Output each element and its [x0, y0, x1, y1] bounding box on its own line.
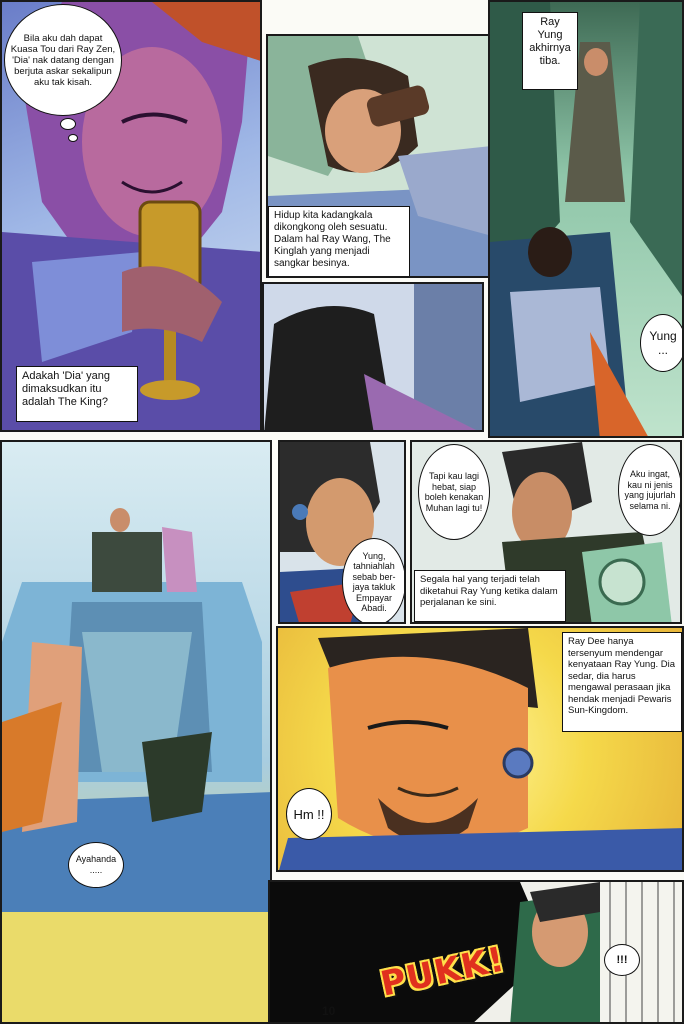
panel-3	[262, 282, 484, 432]
thought-text: Bila aku dah dapat Kuasa Tou dari Ray Zen, 'Dia' nak datang dengan berjuta askar sekalipun aku tak kisah.	[10, 32, 116, 88]
speech-tapi-kau: Tapi kau lagi hebat, siap boleh kenakan Muhan lagi tu!	[418, 444, 490, 540]
caption-p1: Adakah 'Dia' yang dimaksudkan itu adalah The King?	[16, 366, 138, 422]
panel-2	[266, 34, 490, 278]
page-number: 10	[322, 1004, 336, 1018]
caption-p8: Ray Dee hanya tersenyum mendengar kenyataan Ray Yung. Dia sedar, dia harus mengawal perasaan jika hendak menjadi Pewaris Sun-Kingdom.	[562, 632, 682, 732]
thought-dot-2	[68, 134, 78, 142]
palace-scene	[2, 442, 272, 1024]
speech-aku-ingat: Aku ingat, kau ni jenis yang jujurlah selama ni.	[618, 444, 682, 536]
panel-7	[410, 440, 682, 624]
caption-p2: Hidup kita kadangkala dikongkong oleh sesuatu. Dalam hal Ray Wang, The Kinglah yang menjadi sangkar besinya.	[268, 206, 410, 278]
caption-p4: Ray Yung akhirnya tiba.	[522, 12, 578, 90]
panel-4	[488, 0, 684, 438]
panel-9	[268, 880, 684, 1024]
sfx-pukk: PUKK!	[377, 939, 509, 1005]
panel-5	[0, 440, 272, 1024]
panel-6	[278, 440, 406, 624]
panel-1	[0, 0, 262, 432]
thought-bubble-villain	[4, 4, 122, 116]
panel-8	[276, 626, 684, 872]
speech-ayahanda: Ayahanda .....	[68, 842, 124, 888]
cloaked-figure	[264, 284, 484, 432]
speech-exclaim: !!!	[604, 944, 640, 976]
speech-yung: Yung ...	[640, 314, 684, 372]
caption-p7: Segala hal yang terjadi telah diketahui Ray Yung ketika dalam perjalanan ke sini.	[414, 570, 566, 622]
corridor-scene	[490, 2, 684, 438]
speech-hm: Hm !!	[286, 788, 332, 840]
thought-dot-1	[60, 118, 76, 130]
speech-yung-congrats: Yung, tahniahlah sebab ber-jaya takluk Empayar Abadi.	[342, 538, 406, 624]
